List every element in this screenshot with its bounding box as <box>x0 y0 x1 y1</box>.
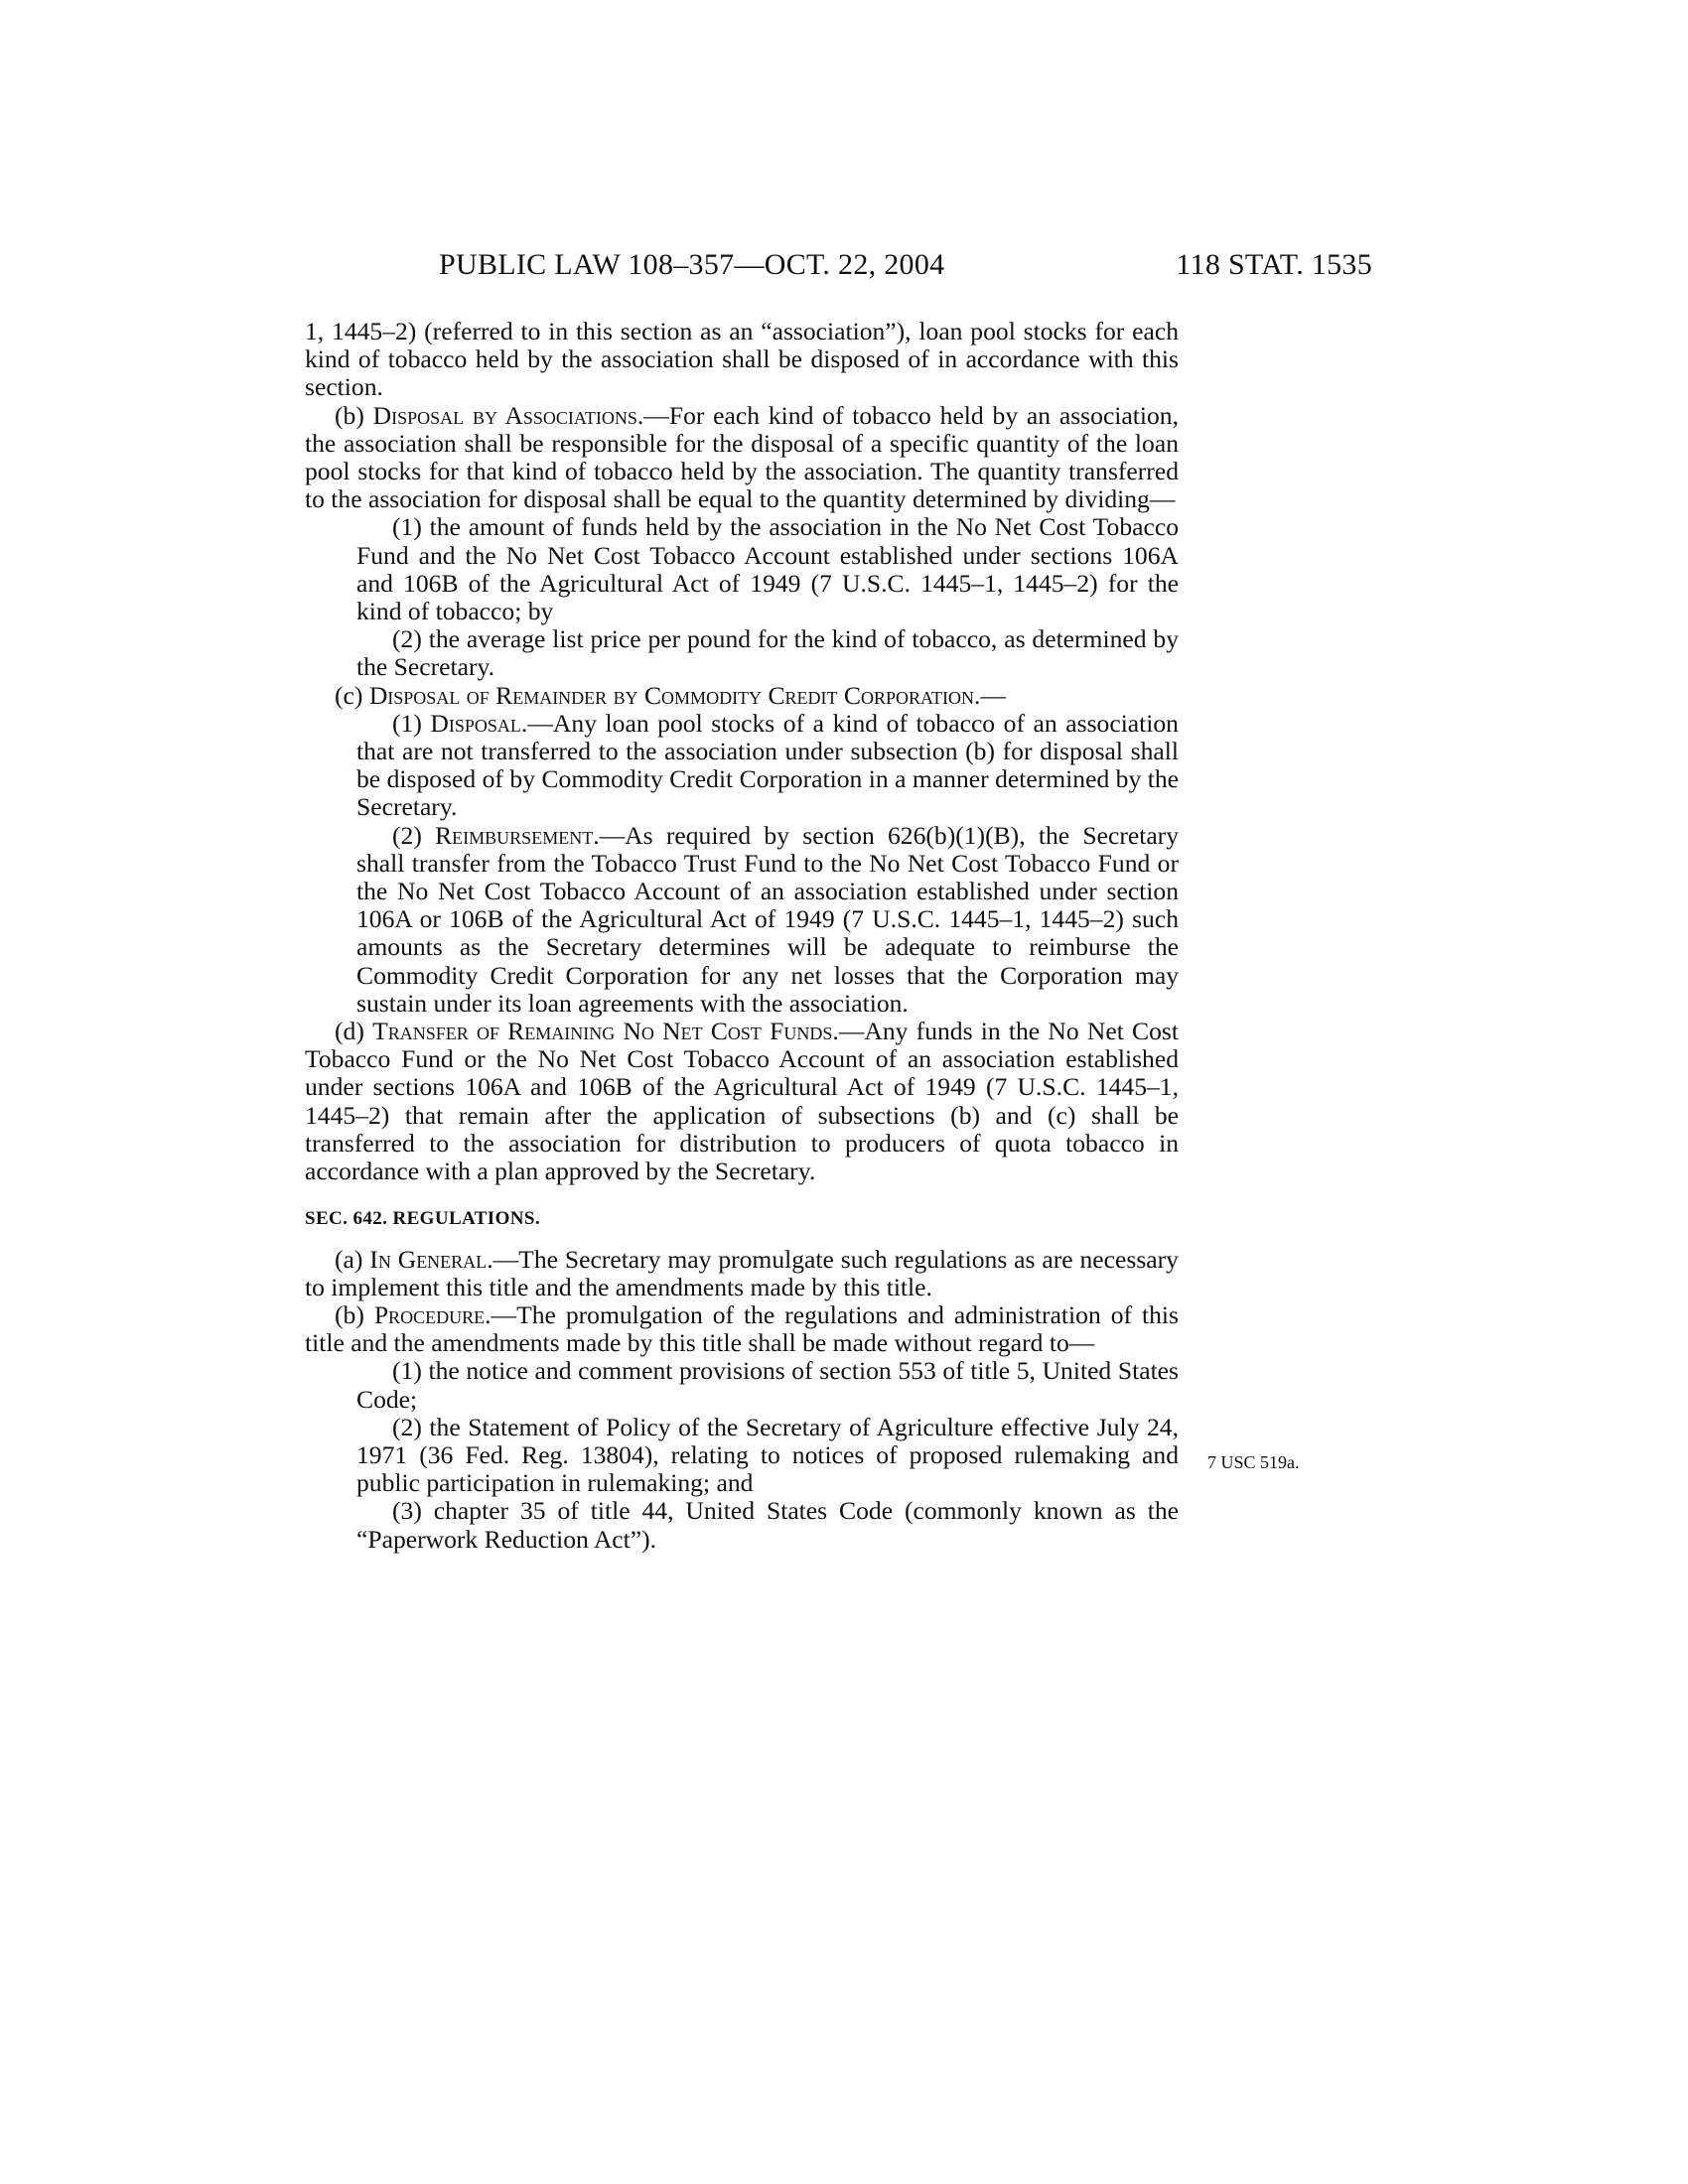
paragraph-b1: (1) the amount of funds held by the association in the No Net Cost Tobacco Fund and the No Net Cost Tobacco Account established under sections 106A and 106B of the Agricultural Act of 1949 (7 U.S.C. 1445–1, 1445–2) for the kind of tobacco; by <box>356 512 1179 626</box>
section-subsection-b <box>305 1301 1179 1357</box>
subsection-b-heading: Disposal by Associations <box>372 400 637 430</box>
section-heading: SEC. 642. REGULATIONS. <box>305 1208 541 1230</box>
paragraph-c2-heading: Reimbursement <box>435 820 594 850</box>
paragraph-c1-heading: Disposal <box>430 708 521 738</box>
section-paragraph-b3: (3) chapter 35 of title 44, United States Code (commonly known as the “Paperwork Reduction Act”). <box>356 1496 1179 1554</box>
subsection-b-text: .—For each kind of tobacco held by an association, the association shall be responsible for the disposal of a specific quantity of the loan pool stocks for that kind of tobacco held by the association. The quantity transferred to the association for disposal shall be equal to the quantity determined by dividing— <box>305 400 1179 514</box>
subsection-d-text: .—Any funds in the No Net Cost Tobacco Fund or the No Net Cost Tobacco Account of an association established under sections 106A and 106B of the Agricultural Act of 1949 (7 U.S.C. 1445–1, 1445–2) that remain after the application of subsections (b) and (c) shall be transferred to the association for distribution to producers of quota tobacco in accordance with a plan approved by the Secretary. <box>305 1017 1179 1186</box>
section-b-heading: Procedure <box>373 1299 486 1329</box>
paragraph-continuation: 1, 1445–2) (referred to in this section as an “association”), loan pool stocks for each kind of tobacco held by the association shall be disposed of in accordance with this section. <box>305 317 1179 402</box>
subsection-c <box>305 682 1179 710</box>
running-header <box>298 248 1390 288</box>
header-stat-page: 118 STAT. 1535 <box>1176 248 1372 281</box>
subsection-c-suffix: .— <box>974 680 1006 710</box>
paragraph-c1-prefix: (1) <box>392 708 431 738</box>
subsection-d <box>305 1018 1179 1185</box>
paragraph-c2-text: .—As required by section 626(b)(1)(B), the Secretary shall transfer from the Tobacco Trust Fund to the No Net Cost Tobacco Fund or the No Net Cost Tobacco Account of an association established under section 106A or 106B of the Agricultural Act of 1949 (7 U.S.C. 1445–1, 1445–2) such amounts as the Secretary determines will be adequate to reimburse the Commodity Credit Corporation for any net losses that the Corporation may sustain under its loan agreements with the association. <box>356 820 1179 1018</box>
body-text <box>305 318 1179 1554</box>
section-paragraph-b2: (2) the Statement of Policy of the Secretary of Agriculture effective July 24, 1971 (36 Fed. Reg. 13804), relating to notices of proposed rulemaking and public participation in rulemaking; and <box>356 1412 1179 1498</box>
section-a-text: .—The Secretary may promulgate such regulations as are necessary to implement this title and the amendments made by this title. <box>305 1244 1179 1301</box>
paragraph-c2-prefix: (2) <box>392 820 436 850</box>
paragraph-c2 <box>305 822 1179 1018</box>
subsection-c-heading: Disposal of Remainder by Commodity Credit Corporation <box>368 680 974 710</box>
paragraph-c1 <box>305 710 1179 822</box>
subsection-d-heading: Transfer of Remaining No Net Cost Funds <box>372 1017 833 1046</box>
section-paragraph-b1: (1) the notice and comment provisions of section 553 of title 5, United States Code; <box>356 1356 1179 1414</box>
section-b-text: .—The promulgation of the regulations and administration of this title and the amendments made by this title shall be made without regard to— <box>305 1299 1179 1358</box>
subsection-c-prefix: (c) <box>335 680 369 710</box>
section-a-heading: In General <box>369 1244 488 1274</box>
paragraph-c1-text: .—Any loan pool stocks of a kind of tobacco of an association that are not transferred to the association under subsection (b) for disposal shall be disposed of by Commodity Credit Corporation in a manner determined by the Secretary. <box>356 708 1179 822</box>
subsection-b-prefix: (b) <box>335 400 373 430</box>
subsection-d-prefix: (d) <box>335 1017 373 1046</box>
paragraph-b2: (2) the average list price per pound for the kind of tobacco, as determined by the Secretary. <box>356 624 1179 682</box>
header-title: PUBLIC LAW 108–357—OCT. 22, 2004 <box>439 248 945 281</box>
margin-note: 7 USC 519a. <box>1207 1452 1300 1472</box>
section-subsection-a <box>305 1246 1179 1301</box>
section-b-prefix: (b) <box>335 1299 374 1329</box>
subsection-b <box>305 402 1179 514</box>
section-a-prefix: (a) <box>335 1244 370 1274</box>
